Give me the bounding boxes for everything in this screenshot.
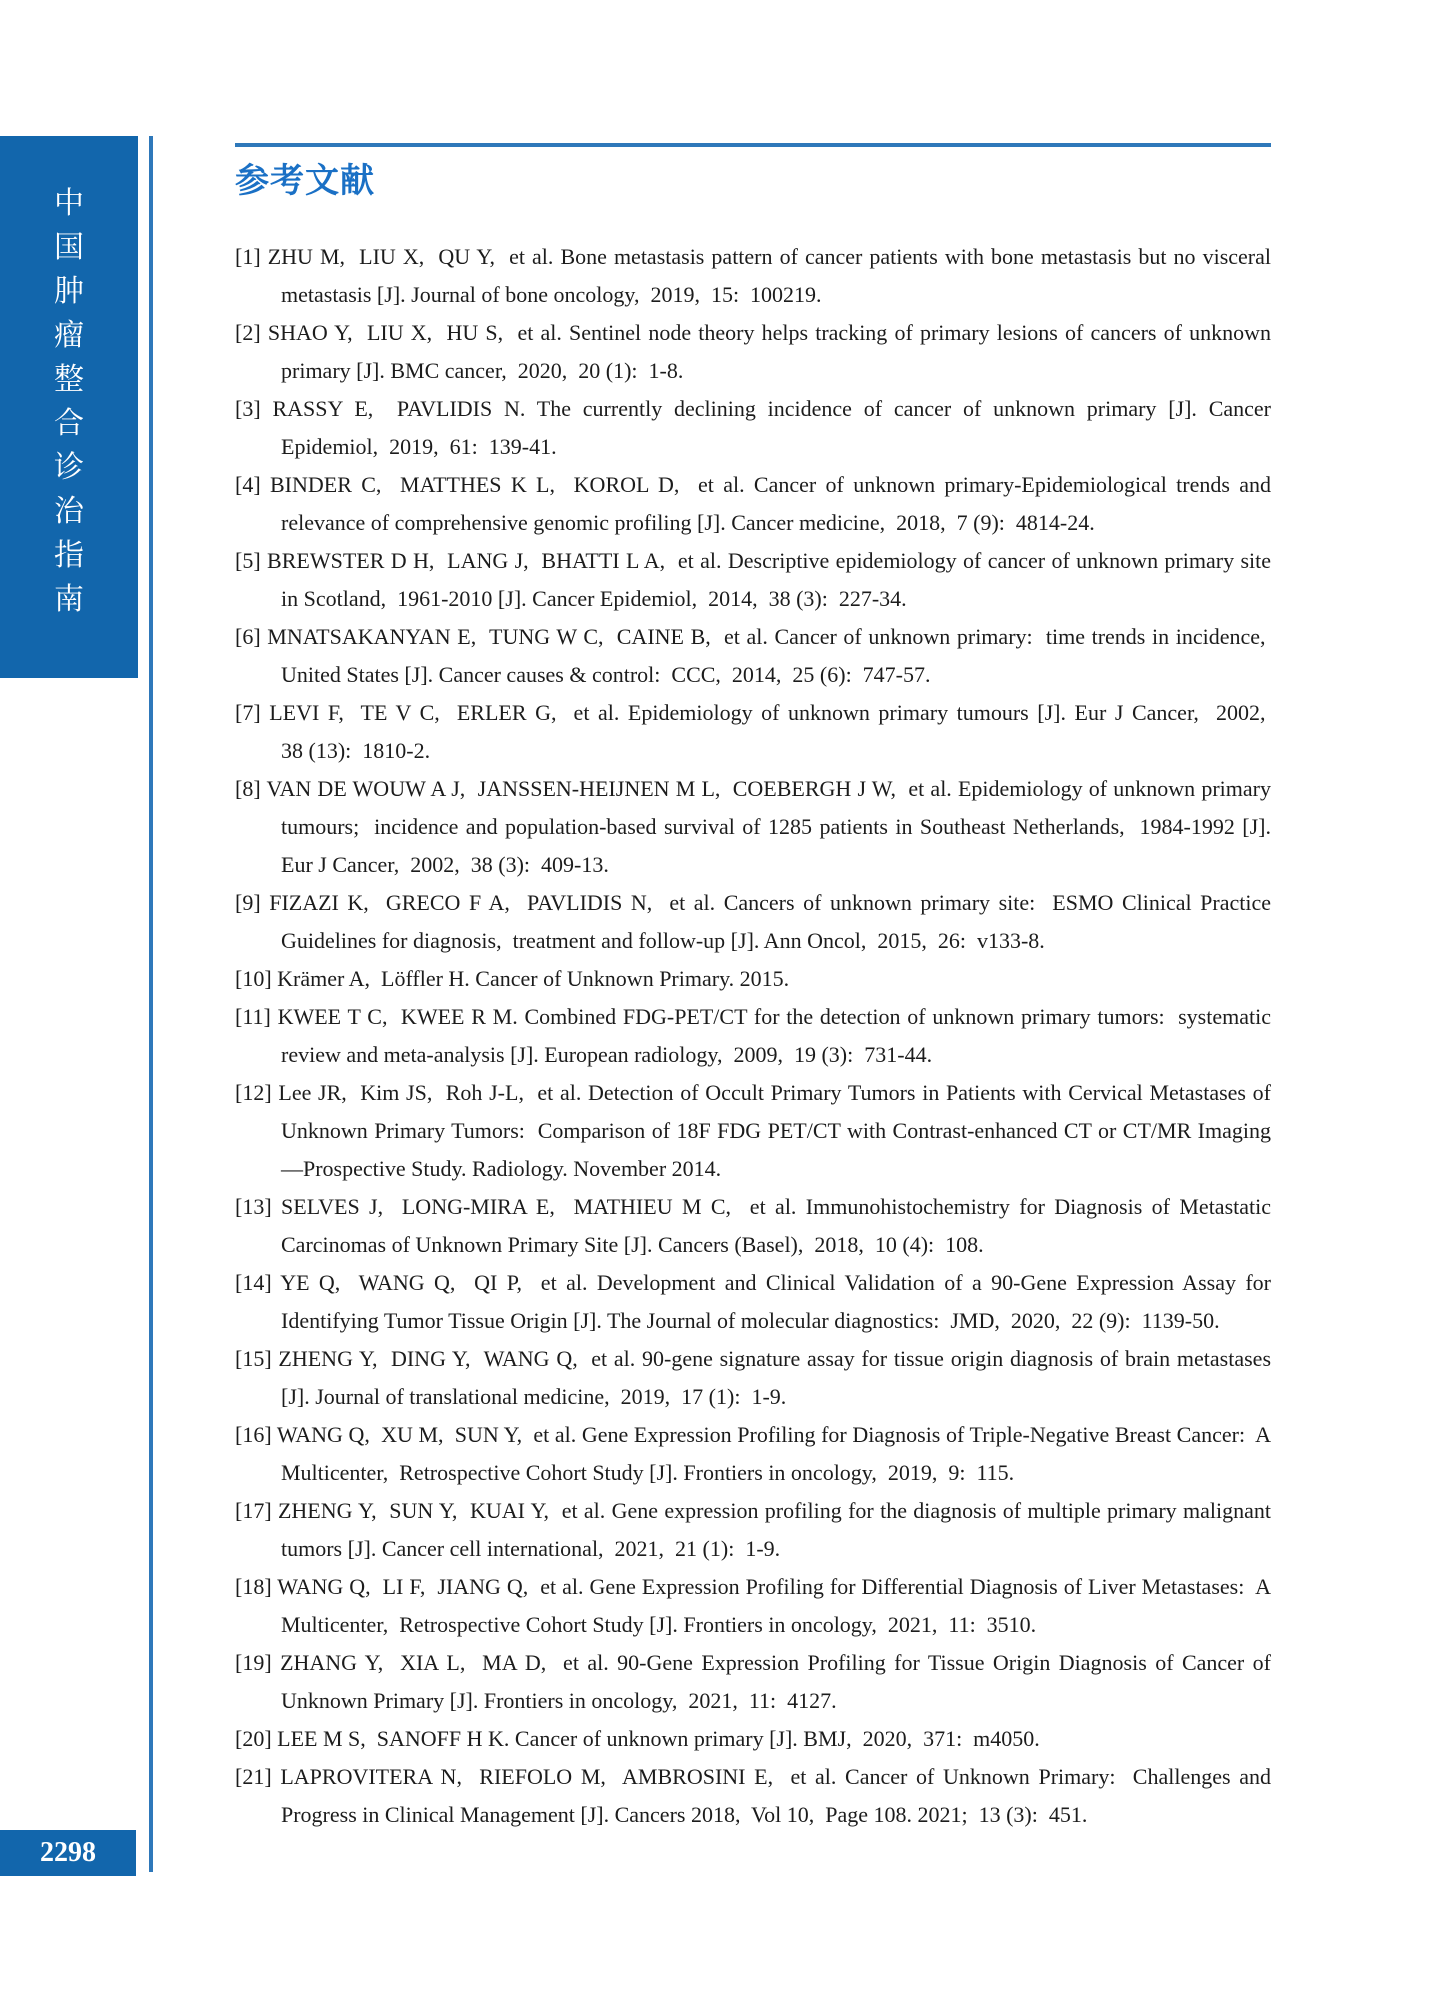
- reference-number: [20]: [235, 1726, 278, 1751]
- reference-item: [235, 960, 1271, 998]
- vertical-divider-rule: [149, 136, 153, 1872]
- reference-item: [235, 1492, 1271, 1568]
- reference-text: ZHENG Y, SUN Y, KUAI Y, et al. Gene expression profiling for the diagnosis of multiple primary malignant tumors [J]. Cancer cell international, 2021, 21 (1): 1-9.: [277, 1498, 1271, 1561]
- reference-text: SHAO Y, LIU X, HU S, et al. Sentinel node theory helps tracking of primary lesions of cancers of unknown primary [J]. BMC cancer, 2020, 20 (1): 1-8.: [267, 320, 1272, 383]
- reference-text: Lee JR, Kim JS, Roh J-L, et al. Detection of Occult Primary Tumors in Patients with Cervical Metastases of Unknown Primary Tumors: Comparison of 18F FDG PET/CT with Contrast-enhanced CT or CT/MR Imaging—Prospective Study. Radiology. November 2014.: [278, 1080, 1272, 1181]
- reference-number: [21]: [235, 1764, 281, 1789]
- reference-number: [16]: [235, 1422, 277, 1447]
- reference-item: [235, 238, 1271, 314]
- reference-item: [235, 1416, 1271, 1492]
- reference-text: LEVI F, TE V C, ERLER G, et al. Epidemiology of unknown primary tumours [J]. Eur J Cancer, 2002, 38 (13): 1810-2.: [269, 700, 1271, 763]
- reference-item: [235, 1720, 1271, 1758]
- reference-number: [9]: [235, 890, 270, 915]
- reference-number: [8]: [235, 776, 267, 801]
- reference-number: [19]: [235, 1650, 281, 1675]
- reference-number: [10]: [235, 966, 278, 991]
- reference-number: [7]: [235, 700, 270, 725]
- section-title: 参考文献: [235, 161, 375, 201]
- page-number-badge: [0, 1830, 136, 1876]
- spine-title-char: 南: [54, 582, 84, 617]
- reference-number: [1]: [235, 244, 268, 269]
- reference-text: BINDER C, MATTHES K L, KOROL D, et al. Cancer of unknown primary-Epidemiological trends and relevance of comprehensive genomic profiling [J]. Cancer medicine, 2018, 7 (9): 4814-24.: [270, 472, 1272, 535]
- reference-item: [235, 694, 1271, 770]
- reference-number: [18]: [235, 1574, 278, 1599]
- reference-text: LAPROVITERA N, RIEFOLO M, AMBROSINI E, et al. Cancer of Unknown Primary: Challenges and Progress in Clinical Management [J]. Cancers 2018, Vol 10, Page 108. 2021; 13 (3): 451.: [280, 1764, 1271, 1827]
- reference-text: ZHENG Y, DING Y, WANG Q, et al. 90-gene signature assay for tissue origin diagnosis of brain metastases [J]. Journal of translational medicine, 2019, 17 (1): 1-9.: [278, 1346, 1272, 1409]
- reference-text: MNATSAKANYAN E, TUNG W C, CAINE B, et al. Cancer of unknown primary: time trends in incidence, United States [J]. Cancer causes & control: CCC, 2014, 25 (6): 747-57.: [267, 624, 1271, 687]
- reference-item: [235, 1340, 1272, 1416]
- spine-title-char: 指: [54, 538, 84, 573]
- reference-text: ZHANG Y, XIA L, MA D, et al. 90-Gene Expression Profiling for Tissue Origin Diagnosis of Cancer of Unknown Primary [J]. Frontiers in oncology, 2021, 11: 4127.: [280, 1650, 1271, 1713]
- section-top-rule: [235, 143, 1271, 147]
- spine-title-char: 肿: [54, 274, 84, 309]
- reference-list: [235, 238, 1271, 1834]
- reference-item: [235, 542, 1271, 618]
- reference-text: FIZAZI K, GRECO F A, PAVLIDIS N, et al. Cancers of unknown primary site: ESMO Clinical Practice Guidelines for diagnosis, treatment and follow-up [J]. Ann Oncol, 2015, 26: v133-8.: [269, 890, 1272, 953]
- reference-number: [12]: [235, 1080, 279, 1105]
- reference-number: [15]: [235, 1346, 279, 1371]
- spine-title-char: 瘤: [54, 318, 84, 353]
- reference-text: WANG Q, LI F, JIANG Q, et al. Gene Expression Profiling for Differential Diagnosis of Liver Metastases: A Multicenter, Retrospective Cohort Study [J]. Frontiers in oncology, 2021, 11: 3510.: [277, 1574, 1271, 1637]
- reference-text: SELVES J, LONG-MIRA E, MATHIEU M C, et al. Immunohistochemistry for Diagnosis of Metastatic Carcinomas of Unknown Primary Site [J]. Cancers (Basel), 2018, 10 (4): 108.: [281, 1194, 1271, 1257]
- content-column: [235, 0, 1271, 1834]
- reference-text: ZHU M, LIU X, QU Y, et al. Bone metastasis pattern of cancer patients with bone metastasis but no visceral metastasis [J]. Journal of bone oncology, 2019, 15: 100219.: [267, 244, 1271, 307]
- reference-item: [235, 998, 1271, 1074]
- spine-title-char: 治: [54, 494, 84, 529]
- reference-item: [235, 1568, 1271, 1644]
- reference-number: [17]: [235, 1498, 278, 1523]
- reference-text: KWEE T C, KWEE R M. Combined FDG-PET/CT for the detection of unknown primary tumors: systematic review and meta-analysis [J]. European radiology, 2009, 19 (3): 731-44.: [277, 1004, 1271, 1067]
- reference-number: [3]: [235, 396, 273, 421]
- reference-text: WANG Q, XU M, SUN Y, et al. Gene Expression Profiling for Diagnosis of Triple-Negative Breast Cancer: A Multicenter, Retrospective Cohort Study [J]. Frontiers in oncology, 2019, 9: 115.: [276, 1422, 1271, 1485]
- reference-item: [235, 314, 1272, 390]
- reference-item: [235, 884, 1272, 960]
- spine-title-char: 诊: [54, 450, 84, 485]
- reference-item: [235, 1758, 1271, 1834]
- reference-number: [14]: [235, 1270, 281, 1295]
- reference-item: [235, 1264, 1271, 1340]
- reference-item: [235, 618, 1271, 694]
- reference-text: BREWSTER D H, LANG J, BHATTI L A, et al. Descriptive epidemiology of cancer of unknown primary site in Scotland, 1961-2010 [J]. Cancer Epidemiol, 2014, 38 (3): 227-34.: [267, 548, 1271, 611]
- reference-number: [5]: [235, 548, 268, 573]
- page-number: 2298: [40, 1837, 96, 1868]
- reference-number: [4]: [235, 472, 270, 497]
- reference-text: LEE M S, SANOFF H K. Cancer of unknown primary [J]. BMJ, 2020, 371: m4050.: [277, 1726, 1040, 1751]
- sidebar-spine: [0, 136, 138, 678]
- spine-title-char: 合: [54, 406, 84, 441]
- reference-item: [235, 466, 1272, 542]
- reference-item: [235, 1188, 1271, 1264]
- spine-title-char: 中: [54, 186, 84, 221]
- reference-text: VAN DE WOUW A J, JANSSEN-HEIJNEN M L, COEBERGH J W, et al. Epidemiology of unknown primary tumours; incidence and population-based survival of 1285 patients in Southeast Netherlands, 1984-1992 [J]. Eur J Cancer, 2002, 38 (3): 409-13.: [266, 776, 1271, 877]
- reference-item: [235, 1074, 1272, 1188]
- reference-number: [6]: [235, 624, 268, 649]
- reference-number: [2]: [235, 320, 268, 345]
- reference-number: [13]: [235, 1194, 282, 1219]
- reference-number: [11]: [235, 1004, 278, 1029]
- reference-item: [235, 1644, 1271, 1720]
- reference-text: YE Q, WANG Q, QI P, et al. Development and Clinical Validation of a 90-Gene Expression Assay for Identifying Tumor Tissue Origin [J]. The Journal of molecular diagnostics: JMD, 2020, 22 (9): 1139-50.: [280, 1270, 1271, 1333]
- reference-text: RASSY E, PAVLIDIS N. The currently declining incidence of cancer of unknown primary [J]. Cancer Epidemiol, 2019, 61: 139-41.: [272, 396, 1272, 459]
- reference-item: [235, 390, 1272, 466]
- reference-text: Krämer A, Löffler H. Cancer of Unknown Primary. 2015.: [277, 966, 790, 991]
- spine-title-char: 国: [54, 230, 84, 265]
- reference-item: [235, 770, 1271, 884]
- spine-title-char: 整: [54, 362, 84, 397]
